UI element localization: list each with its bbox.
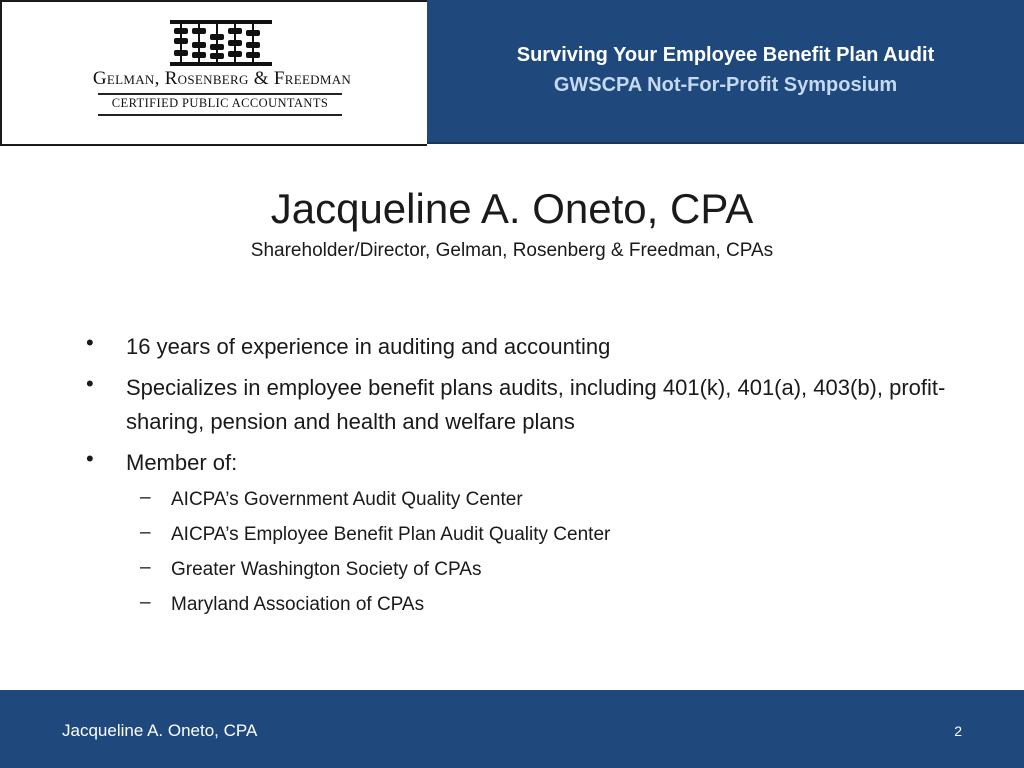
header-banner bbox=[427, 0, 1024, 144]
dash-icon: – bbox=[140, 592, 151, 613]
bullet-text: 16 years of experience in auditing and accounting bbox=[126, 334, 611, 359]
bullet-text: Specializes in employee benefit plans audits, including 401(k), 401(a), 403(b), profit-sharing, pension and health and welfare plans bbox=[126, 375, 946, 434]
dash-icon: – bbox=[140, 487, 151, 508]
bullet-icon: • bbox=[86, 330, 94, 355]
slide-title: Jacqueline A. Oneto, CPA bbox=[270, 185, 754, 232]
slide-subtitle: Shareholder/Director, Gelman, Rosenberg & Freedman, CPAs bbox=[250, 240, 774, 261]
logo-divider bbox=[98, 93, 342, 95]
firm-logo bbox=[0, 0, 427, 146]
logo-firm-name: Gelman, Rosenberg & Freedman bbox=[92, 68, 352, 89]
dash-icon: – bbox=[140, 557, 151, 578]
member-organization: AICPA’s Employee Benefit Plan Audit Quality Center bbox=[171, 524, 611, 545]
bullet-icon: • bbox=[86, 371, 94, 396]
abacus-icon bbox=[170, 20, 272, 66]
member-organization: Maryland Association of CPAs bbox=[171, 594, 425, 615]
member-organization: AICPA’s Government Audit Quality Center bbox=[171, 489, 523, 510]
slide-footer bbox=[0, 690, 1024, 768]
logo-divider bbox=[98, 114, 342, 116]
presentation-title: Surviving Your Employee Benefit Plan Audit bbox=[516, 44, 935, 66]
logo-tagline: CERTIFIED PUBLIC ACCOUNTANTS bbox=[111, 96, 329, 110]
bullet-icon: • bbox=[86, 446, 94, 471]
member-organization: Greater Washington Society of CPAs bbox=[171, 559, 482, 580]
presentation-subtitle: GWSCPA Not-For-Profit Symposium bbox=[553, 74, 898, 96]
footer-presenter-name: Jacqueline A. Oneto, CPA bbox=[62, 721, 258, 740]
slide-header bbox=[0, 0, 1024, 146]
dash-icon: – bbox=[140, 522, 151, 543]
page-number: 2 bbox=[954, 723, 962, 739]
bullet-text: Member of: bbox=[126, 450, 238, 475]
